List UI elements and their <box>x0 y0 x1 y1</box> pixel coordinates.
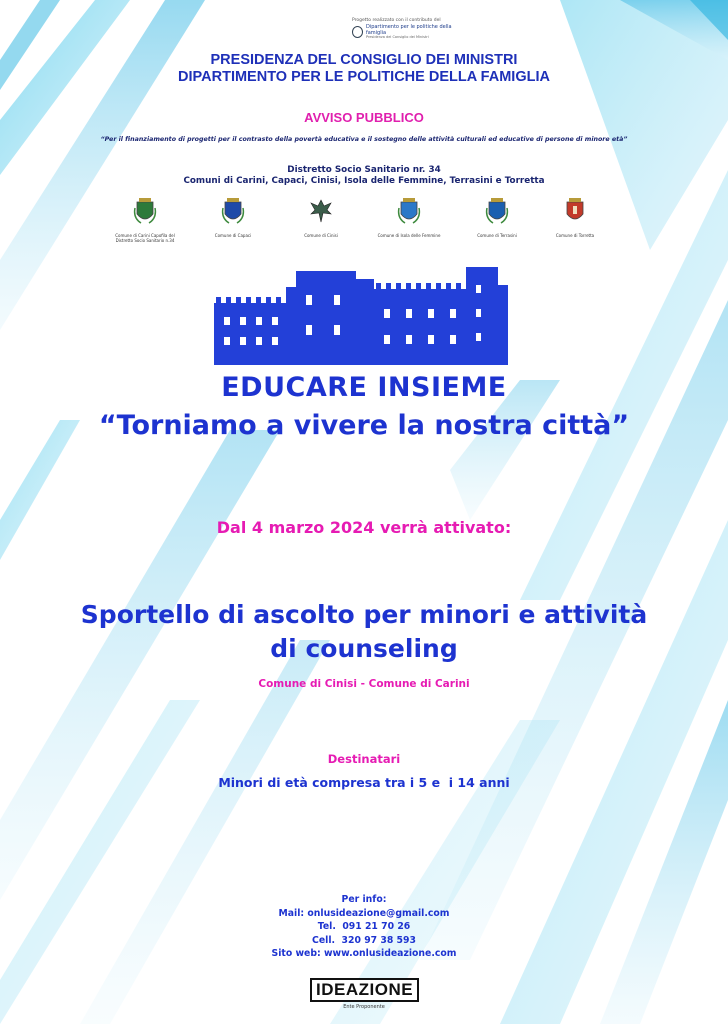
distretto-block <box>0 165 728 187</box>
activation-date: Dal 4 marzo 2024 verrà attivato: <box>216 518 512 537</box>
avviso-label: AVVISO PUBBLICO <box>304 110 424 125</box>
crest-name: Comune di Terrasini <box>477 233 517 238</box>
crest-torretta <box>540 196 610 238</box>
crest-isola <box>374 196 444 238</box>
crest-name: Comune di Torretta <box>555 233 595 238</box>
gov-name: Dipartimento per le politiche della famiglia <box>365 24 452 36</box>
presidenza-line2: DIPARTIMENTO PER LE POLITICHE DELLA FAMIGLIA <box>178 69 550 85</box>
crests-row <box>110 196 610 251</box>
contact-info <box>0 893 728 961</box>
distretto-label: Distretto Socio Sanitario nr. 34 <box>287 165 441 175</box>
gov-logo <box>352 25 462 40</box>
logo-word: IDEAZIONE <box>310 978 419 1002</box>
info-cell: Cell. 320 97 38 593 <box>312 934 416 946</box>
crest-carini <box>110 196 180 243</box>
crest-name: Comune di Isola delle Femmine <box>377 233 441 238</box>
info-tel: Tel. 091 21 70 26 <box>317 921 411 932</box>
service-title-line2: di counseling <box>270 634 458 663</box>
shield-icon <box>485 196 509 226</box>
comuni-list: Comuni di Carini, Capaci, Cinisi, Isola delle Femmine, Terrasini e Torretta <box>183 176 545 186</box>
crest-name: Comune di Carini Capofila del Distretto Socio Sanitario n.34 <box>115 233 175 243</box>
funded-by-text: Progetto realizzato con il contributo del <box>352 18 441 23</box>
presidenza-heading <box>0 52 728 86</box>
info-site: Sito web: www.onlusideazione.com <box>271 948 457 959</box>
presidenza-line1: PRESIDENZA DEL CONSIGLIO DEI MINISTRI <box>210 52 518 68</box>
shield-icon <box>397 196 421 226</box>
republic-emblem-icon <box>352 26 363 38</box>
destinatari-label: Destinatari <box>327 752 401 766</box>
shield-icon <box>221 196 245 226</box>
shield-icon <box>563 196 587 226</box>
crest-terrasini <box>462 196 532 238</box>
ideazione-logo <box>310 978 418 1018</box>
gov-sub: Presidenza del Consiglio dei Ministri <box>365 35 429 39</box>
funded-by-block <box>352 18 462 40</box>
eagle-emblem-icon <box>309 196 333 226</box>
info-mail: Mail: onlusideazione@gmail.com <box>278 907 450 919</box>
shield-icon <box>133 196 157 226</box>
info-label: Per info: <box>341 894 387 905</box>
crest-name: Comune di Cinisi <box>304 233 338 238</box>
main-title: EDUCARE INSIEME <box>221 372 507 403</box>
destinatari-value: Minori di età compresa tra i 5 e i 14 anni <box>218 775 510 790</box>
logo-sub: Ente Proponente <box>343 1004 385 1010</box>
main-subtitle: “Torniamo a vivere la nostra città” <box>98 410 630 441</box>
crest-name: Comune di Capaci <box>214 233 252 238</box>
service-title-line1: Sportello di ascolto per minori e attività <box>80 600 648 629</box>
comuni-text: Comune di Cinisi - Comune di Carini <box>258 678 470 690</box>
finance-text: “Per il finanziamento di progetti per il contrasto della povertà educativa e il sostegno delle attività culturali ed educative di persone di minore età” <box>100 136 628 143</box>
castle-icon <box>214 265 514 365</box>
service-title <box>0 598 728 666</box>
crest-capaci <box>198 196 268 238</box>
crest-cinisi <box>286 196 356 238</box>
